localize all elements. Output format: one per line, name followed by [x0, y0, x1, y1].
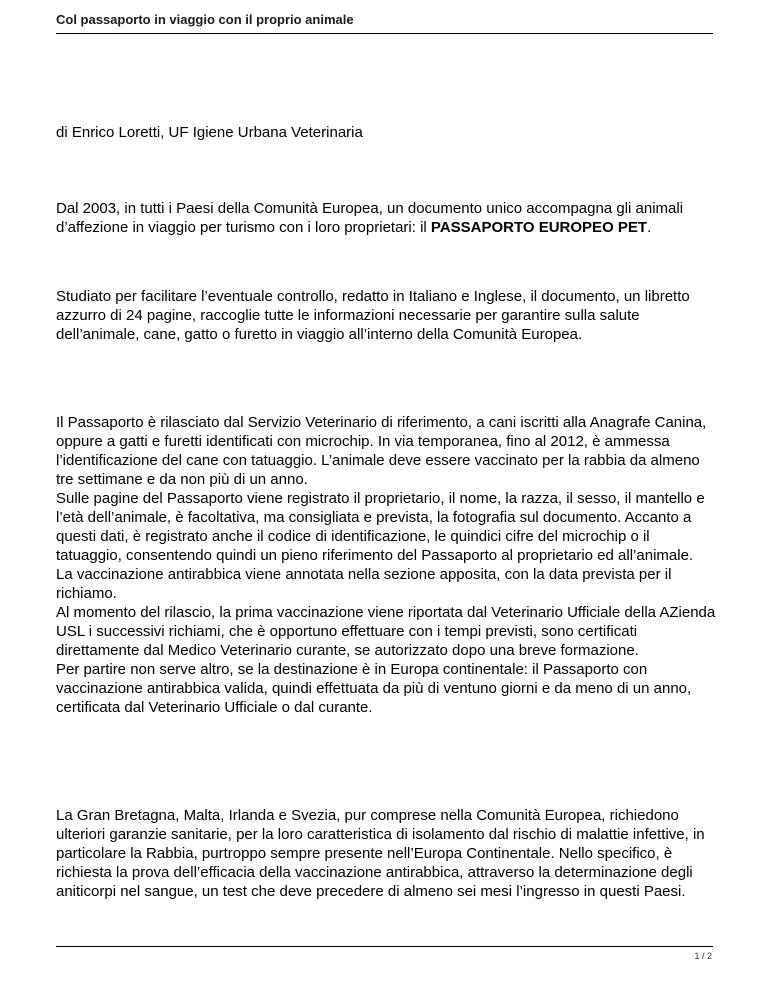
paragraph-momento: Al momento del rilascio, la prima vaccinazione viene riportata dal Veterinario Ufficiale della AZienda USL i successivi richiami, che è opportuno effettuare con i tempi previsti, sono certificati direttamente dal Medico Veterinario curante, se autorizzato dopo una breve formazione.: [56, 604, 716, 659]
page-number: 1 / 2: [694, 951, 712, 961]
intro-bold-term: PASSAPORTO EUROPEO PET: [430, 219, 648, 236]
paragraph-text: Studiato per facilitare l’eventuale controllo, redatto in Italiano e Inglese, il documento, un libretto azzurro di 24 pagine, raccoglie tutte le informazioni necessarie per garantire sulla salute dell’animale, cane, gatto o furetto in viaggio all’interno della Comunità Europea.: [56, 288, 690, 343]
paragraph-pagine: Sulle pagine del Passaporto viene registrato il proprietario, il nome, la razza, il sesso, il mantello e l’età dell’animale, è facoltativa, ma consigliata e prevista, la fotografia sul documento. Accanto a questi dati, è registrato anche il codice di identificazione, le quindici cifre del microchip o il tatuaggio, consentendo quindi un pieno riferimento del Passaporto al proprietario ed all’animale.: [56, 490, 705, 564]
header-divider: [56, 33, 713, 34]
paragraph-rilascio: Il Passaporto è rilasciato dal Servizio Veterinario di riferimento, a cani iscritti alla Anagrafe Canina, oppure a gatti e furetti identificati con microchip. In via temporanea, fino al 2012, è ammessa l’identificazione del cane con tatuaggio. L’animale deve essere vaccinato per la rabbia da almeno tre settimane e da non più di un anno.: [56, 414, 707, 488]
footer-divider: [56, 946, 713, 947]
intro-lead: Dal 2003, in tutti i Paesi della Comunità Europea, un documento unico accompagna gli animali d’affezione in viaggio per turismo con i loro proprietari: il: [56, 200, 684, 236]
intro-text: [56, 199, 718, 237]
paragraph-rilascio-group: [56, 413, 718, 717]
paragraph-gran-bretagna: [56, 806, 718, 901]
paragraph-studiato: [56, 287, 718, 344]
byline: [56, 123, 718, 142]
byline-text: di Enrico Loretti, UF Igiene Urbana Veterinaria: [56, 124, 363, 141]
intro-end: .: [647, 219, 652, 236]
paragraph-text: La Gran Bretagna, Malta, Irlanda e Svezia, pur comprese nella Comunità Europea, richiedono ulteriori garanzie sanitarie, per la loro caratteristica di isolamento dal rischio di malattie infettive, in particolare la Rabbia, purtroppo sempre presente nell’Europa Continentale. Nello specifico, è richiesta la prova dell’efficacia della vaccinazione antirabbica, attraverso la determinazione degli aniticorpi nel sangue, un test che deve precedere di almeno sei mesi l’ingresso in questi Paesi.: [56, 807, 705, 900]
paragraph-vaccinazione: La vaccinazione antirabbica viene annotata nella sezione apposita, con la data prevista per il richiamo.: [56, 566, 672, 602]
paragraph-partire: Per partire non serve altro, se la destinazione è in Europa continentale: il Passaporto con vaccinazione antirabbica valida, quindi effettuata da più di ventuno giorni e da meno di un anno, certificata dal Veterinario Ufficiale o dal curante.: [56, 661, 692, 716]
intro-paragraph: [56, 199, 718, 237]
page-header-title: Col passaporto in viaggio con il proprio animale: [56, 12, 354, 27]
